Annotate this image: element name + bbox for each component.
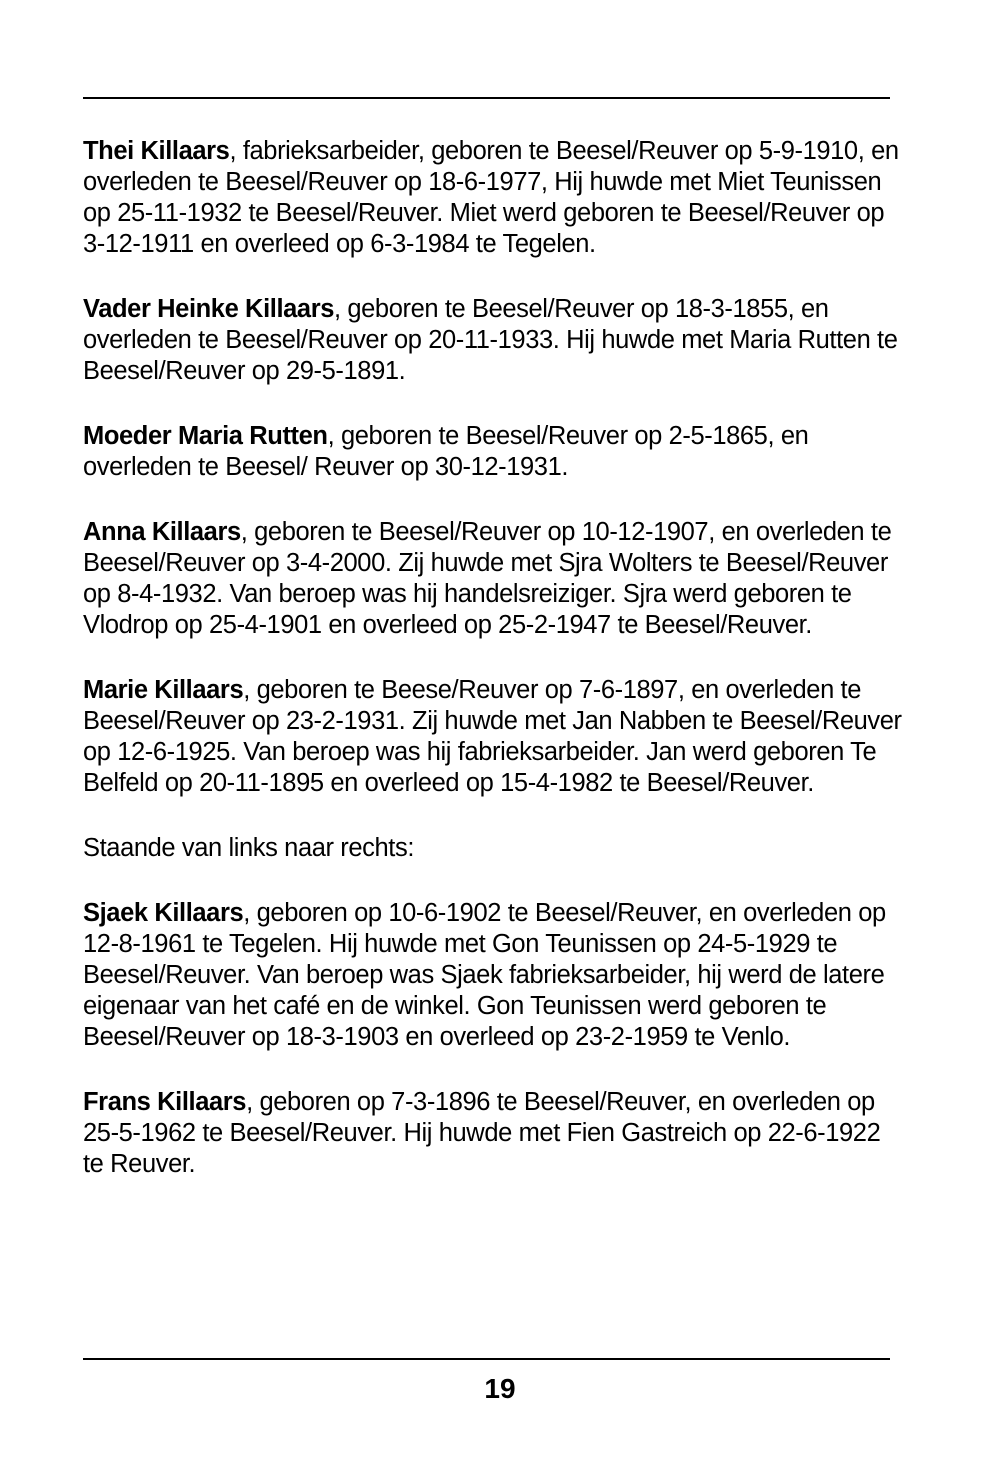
paragraph-sjaek-killaars [83,898,905,1053]
top-divider [83,97,890,99]
paragraph-marie-killaars [83,675,905,799]
person-details: , geboren te Beesel/Reuver op 2-5-1865, en overleden te Beesel/ Reuver op 30-12-1931. [83,422,809,481]
person-details: , geboren te Beese/Reuver op 7-6-1897, en overleden te Beesel/Reuver op 23-2-1931. Zij huwde met Jan Nabben te Beesel/Reuver op 12-6-1925. Van beroep was hij fabrieksarbeider. Jan werd geboren Te Belfeld op 20-11-1895 en overleed op 15-4-1982 te Beesel/Reuver. [83,676,902,797]
page-number: 19 [484,1373,516,1404]
bottom-divider [83,1358,890,1360]
caption-text: Staande van links naar rechts: [83,834,415,862]
page-body [83,136,905,1214]
person-name: Marie Killaars [83,676,244,704]
person-details: , geboren op 7-3-1896 te Beesel/Reuver, en overleden op 25-5-1962 te Beesel/Reuver. Hij huwde met Fien Gastreich op 22-6-1922 te Reuver. [83,1088,881,1178]
person-name: Frans Killaars [83,1088,247,1116]
paragraph-caption-standing [83,833,905,864]
person-name: Vader Heinke Killaars [83,295,334,323]
person-details: , geboren te Beesel/Reuver op 10-12-1907, en overleden te Beesel/Reuver op 3-4-2000. Zij huwde met Sjra Wolters te Beesel/Reuver op 8-4-1932. Van beroep was hij handelsreiziger. Sjra werd geboren te Vlodrop op 25-4-1901 en overleed op 25-2-1947 te Beesel/Reuver. [83,518,892,639]
person-details: , geboren te Beesel/Reuver op 18-3-1855, en overleden te Beesel/Reuver op 20-11-1933. Hij huwde met Maria Rutten te Beesel/Reuver op 29-5-1891. [83,295,898,385]
paragraph-maria-rutten [83,421,905,483]
person-name: Anna Killaars [83,518,241,546]
person-name: Moeder Maria Rutten [83,422,328,450]
person-name: Sjaek Killaars [83,899,244,927]
person-name: Thei Killaars [83,137,230,165]
paragraph-thei-killaars [83,136,905,260]
paragraph-heinke-killaars [83,294,905,387]
paragraph-frans-killaars [83,1087,905,1180]
paragraph-anna-killaars [83,517,905,641]
person-details: , fabrieksarbeider, geboren te Beesel/Reuver op 5-9-1910, en overleden te Beesel/Reuver op 18-6-1977, Hij huwde met Miet Teunissen op 25-11-1932 te Beesel/Reuver. Miet werd geboren te Beesel/Reuver op 3-12-1911 en overleed op 6-3-1984 te Tegelen. [83,137,899,258]
person-details: , geboren op 10-6-1902 te Beesel/Reuver, en overleden op 12-8-1961 te Tegelen. Hij huwde met Gon Teunissen op 24-5-1929 te Beesel/Reuver. Van beroep was Sjaek fabrieksarbeider, hij werd de latere eigenaar van het café en de winkel. Gon Teunissen werd geboren te Beesel/Reuver op 18-3-1903 en overleed op 23-2-1959 te Venlo. [83,899,886,1051]
